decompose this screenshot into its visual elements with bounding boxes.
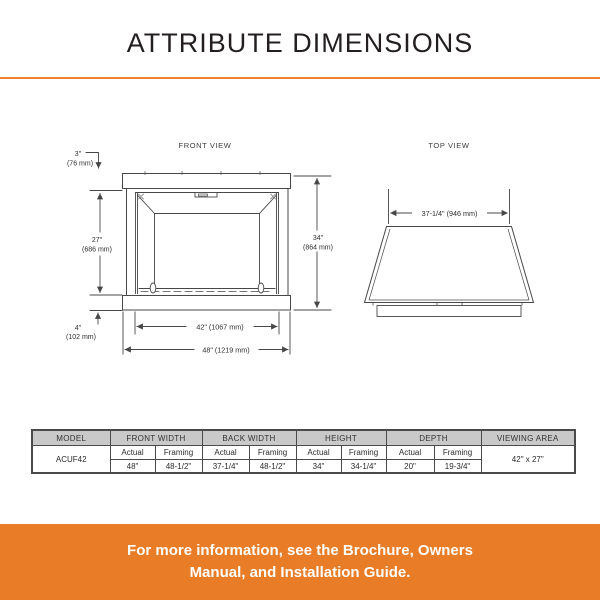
- subheader-framing: Framing: [155, 446, 202, 460]
- subheader-actual: Actual: [386, 446, 434, 460]
- page-title: ATTRIBUTE DIMENSIONS: [126, 28, 474, 58]
- subheader-framing: Framing: [341, 446, 386, 460]
- col-header-height: HEIGHT: [296, 430, 386, 446]
- dim-opening-height-in: 27": [91, 237, 103, 244]
- top-view-label: TOP VIEW: [428, 141, 470, 150]
- door-handle-grip: [199, 194, 208, 196]
- col-header-back-width: BACK WIDTH: [202, 430, 296, 446]
- front-top-cap: [123, 174, 291, 189]
- right-foot: [258, 283, 264, 293]
- left-foot: [150, 283, 156, 293]
- subheader-framing: Framing: [434, 446, 481, 460]
- col-header-model: MODEL: [32, 430, 110, 446]
- top-view-front-face: [377, 306, 521, 317]
- cell-front-width-actual: 48": [110, 460, 155, 474]
- dim-overall-width: 48" (1219 mm): [202, 345, 250, 355]
- front-view-label: FRONT VIEW: [178, 141, 232, 150]
- cell-model: ACUF42: [32, 446, 110, 474]
- cell-depth-framing: 19-3/4": [434, 460, 481, 474]
- footer-text-line1: For more information, see the Brochure, Owners: [127, 542, 473, 559]
- subheader-actual: Actual: [202, 446, 249, 460]
- dim-base-mm: (102 mm): [66, 334, 96, 341]
- cell-viewing-area: 42" x 27": [481, 446, 575, 474]
- cell-height-framing: 34-1/4": [341, 460, 386, 474]
- dim-base-in: 4": [74, 325, 82, 332]
- col-header-depth: DEPTH: [386, 430, 481, 446]
- front-body: [127, 189, 289, 296]
- top-view-diagram: [365, 141, 534, 317]
- cell-back-width-framing: 48-1/2": [249, 460, 296, 474]
- col-header-viewing-area: VIEWING AREA: [481, 430, 575, 446]
- subheader-actual: Actual: [296, 446, 341, 460]
- dim-top-in: 3": [74, 151, 82, 158]
- subheader-framing: Framing: [249, 446, 296, 460]
- col-header-front-width: FRONT WIDTH: [110, 430, 202, 446]
- dim-overall-height-in: 34": [312, 235, 324, 242]
- dim-top-mm: (76 mm): [66, 160, 94, 168]
- cell-front-width-framing: 48-1/2": [155, 460, 202, 474]
- cell-depth-actual: 20": [386, 460, 434, 474]
- footer-text-line2: Manual, and Installation Guide.: [189, 564, 411, 581]
- dim-opening-height-mm: (686 mm): [82, 246, 112, 254]
- front-base: [123, 296, 291, 311]
- top-view-dim-lines: [389, 189, 510, 224]
- cell-height-actual: 34": [296, 460, 341, 474]
- top-view-outline: [365, 227, 534, 303]
- spec-table: [31, 429, 576, 474]
- footer-banner: [0, 524, 600, 600]
- subheader-actual: Actual: [110, 446, 155, 460]
- front-view-diagram: [66, 141, 333, 355]
- dim-opening-width: 42" (1067 mm): [196, 322, 244, 332]
- cell-back-width-actual: 37-1/4": [202, 460, 249, 474]
- dim-back-width: 37-1/4" (946 mm): [421, 208, 478, 218]
- dim-overall-height-mm: (864 mm): [303, 244, 333, 252]
